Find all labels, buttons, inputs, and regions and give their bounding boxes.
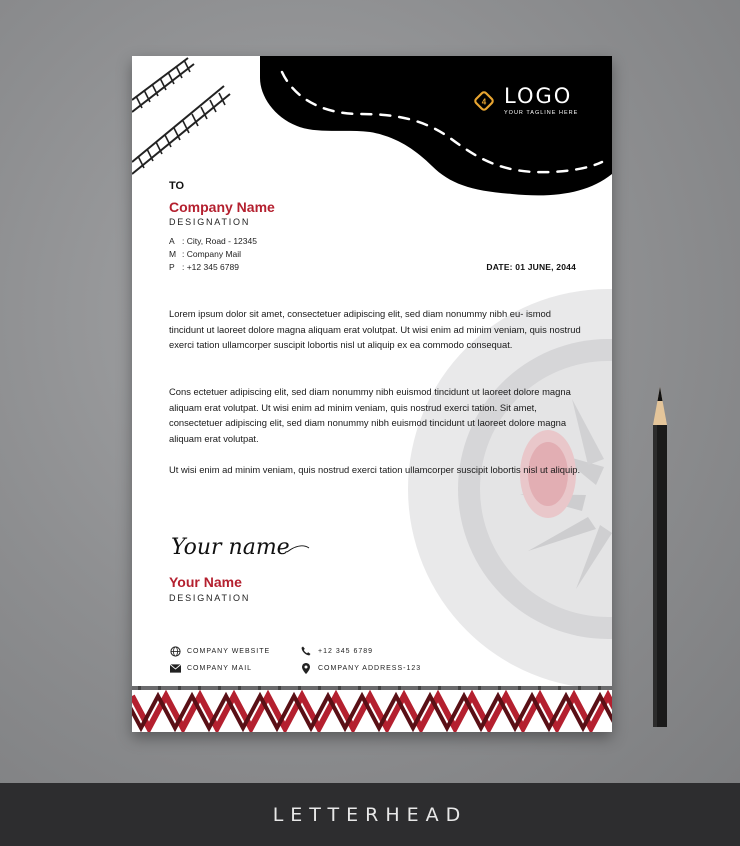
caption-bar xyxy=(0,783,740,846)
sender-designation: DESIGNATION xyxy=(169,593,251,603)
footer-website xyxy=(169,645,270,657)
svg-text:4: 4 xyxy=(481,97,487,107)
globe-icon xyxy=(169,645,181,657)
sender-name: Your Name xyxy=(169,574,242,590)
footer-address-text: COMPANY ADDRESS-123 xyxy=(318,664,422,672)
contact-value: : Company Mail xyxy=(182,249,242,259)
contact-key: M xyxy=(169,249,177,259)
body-paragraph-1: Lorem ipsum dolor sit amet, consectetuer adipiscing elit, sed diam nonummy nibh eu- ismod tincidunt ut laoreet dolore magna aliquam erat volutpat. Ut wisi enim ad minim veniam, quis nostrud exerci tation ullamcorper suscipit lobortis nisl ut aliquip ex ea commodo consequat. xyxy=(169,308,581,351)
handwritten-signature xyxy=(169,526,319,566)
contact-value: : City, Road - 12345 xyxy=(182,236,257,246)
location-pin-icon xyxy=(300,662,312,674)
pencil-icon xyxy=(648,385,672,730)
footer-website-text: COMPANY WEBSITE xyxy=(187,647,271,655)
letter-date: DATE: 01 JUNE, 2044 xyxy=(486,262,576,272)
logo-diamond-icon xyxy=(472,89,496,113)
logo xyxy=(472,86,578,116)
footer-mail-text: COMPANY MAIL xyxy=(187,664,253,672)
recipient-company-name: Company Name xyxy=(169,199,275,215)
footer-phone-text: +12 345 6789 xyxy=(318,647,374,655)
contact-key: P xyxy=(169,262,175,272)
contact-phone-row xyxy=(169,262,239,272)
body-paragraph-2: Cons ectetuer adipiscing elit, sed diam nonummy nibh euismod tincidunt ut laoreet dolore magna aliquam erat volutpat. Ut wisi enim ad minim veniam, quis nostrud exerci tation. Sit amet, consectetuer adipiscing elit, sed diam nonummy nibh euismod tincidunt ut laoreet dolore magna aliquam erat volutpat. xyxy=(169,386,571,444)
logo-tagline: YOUR TAGLINE HERE xyxy=(504,110,579,116)
to-label: TO xyxy=(169,180,185,192)
footer-mail xyxy=(169,662,252,674)
contact-value: : +12 345 6789 xyxy=(182,262,239,272)
recipient-designation: DESIGNATION xyxy=(169,217,251,227)
logo-text: LOGO xyxy=(504,84,573,108)
contact-mail-row xyxy=(169,249,241,259)
phone-icon xyxy=(300,645,312,657)
mail-icon xyxy=(169,662,181,674)
contact-key: A xyxy=(169,236,175,246)
footer-address xyxy=(300,662,421,674)
svg-text:Your name: Your name xyxy=(171,535,290,560)
contact-address-row xyxy=(169,236,257,246)
tire-tracks-decoration xyxy=(132,56,232,176)
caption-title: LETTERHEAD xyxy=(272,803,468,826)
letterhead-page xyxy=(132,56,612,732)
footer-phone xyxy=(300,645,373,657)
body-paragraph-3: Ut wisi enim ad minim veniam, quis nostrud exerci tation ullamcorper suscipit lobortis nisl ut aliquip. xyxy=(169,464,581,475)
zigzag-footer-band xyxy=(132,686,612,732)
